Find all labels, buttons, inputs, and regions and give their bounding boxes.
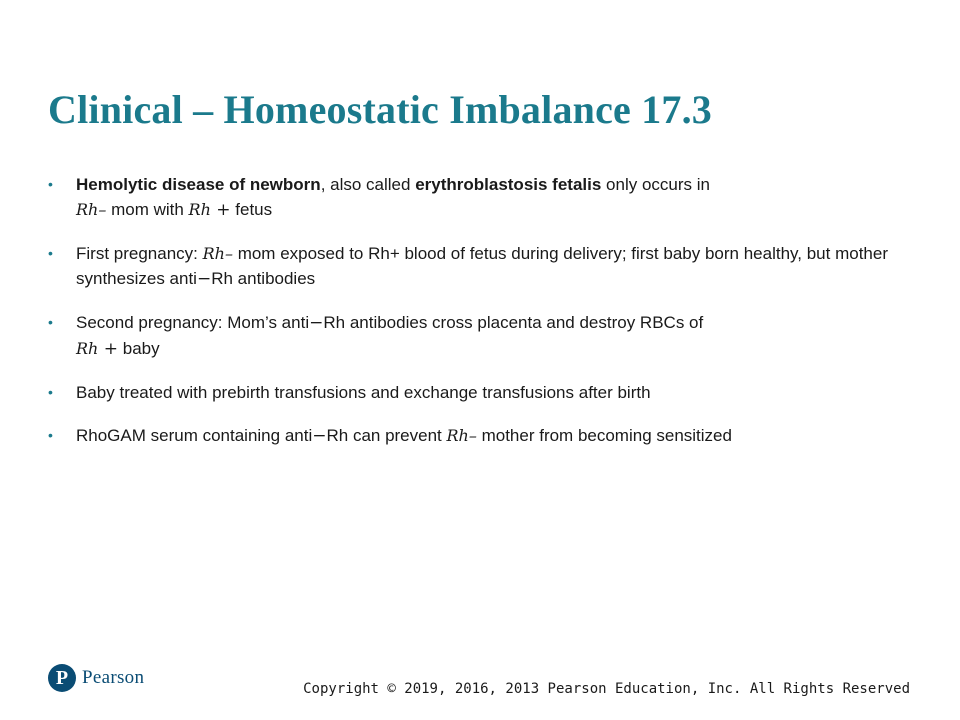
copyright-notice: Copyright © 2019, 2016, 2013 Pearson Education, Inc. All Rights Reserved [303,681,910,697]
math-plus: + [98,339,119,359]
bullet-list [46,172,916,467]
term-erythroblastosis: erythroblastosis fetalis [415,175,602,194]
bullet-text: Rh antibodies [211,269,316,288]
math-minus: − [309,313,324,333]
bullet-text: baby [118,339,160,358]
bullet-text: Rh can prevent [326,426,447,445]
bullet-icon: • [48,384,53,400]
bullet-text: fetus [230,200,273,219]
math-rh-negative: Rh– [76,200,107,219]
bullet-item-rhogam [46,423,916,449]
bullet-text: mom with [106,200,189,219]
math-minus: − [196,269,212,289]
pearson-p-icon: P [48,664,76,692]
pearson-logo [48,664,144,692]
term-hemolytic-disease: Hemolytic disease of newborn [76,175,321,194]
bullet-icon: • [48,427,53,443]
bullet-text: mother from becoming sensitized [476,426,732,445]
bullet-text: Rh antibodies cross placenta and destroy RBCs of [323,313,704,332]
bullet-text: Baby treated with prebirth transfusions and exchange transfusions after birth [76,383,651,402]
math-rh: Rh [76,339,99,358]
bullet-text: Second pregnancy: Mom’s anti [76,313,310,332]
math-minus: − [312,426,327,446]
bullet-text: mom exposed to Rh+ blood of fetus during delivery; first baby born healthy, but mother synthesizes anti [76,244,888,288]
bullet-item-second-pregnancy [46,310,916,362]
bullet-item-baby-treated [46,380,916,405]
math-rh-negative: Rh– [446,426,477,445]
math-plus: + [210,200,231,220]
bullet-text: First pregnancy: [76,244,203,263]
bullet-item-first-pregnancy [46,241,916,292]
bullet-text: only occurs in [601,175,710,194]
pearson-wordmark: Pearson [82,667,145,688]
bullet-text: , also called [320,175,416,194]
bullet-icon: • [48,245,53,261]
bullet-icon: • [48,176,53,192]
math-rh-negative: Rh– [202,244,233,263]
bullet-item-hemolytic-disease [46,172,916,223]
slide-title: Clinical – Homeostatic Imbalance 17.3 [48,87,713,132]
bullet-icon: • [48,314,53,330]
bullet-text: RhoGAM serum containing anti [76,426,313,445]
math-rh: Rh [188,200,211,219]
